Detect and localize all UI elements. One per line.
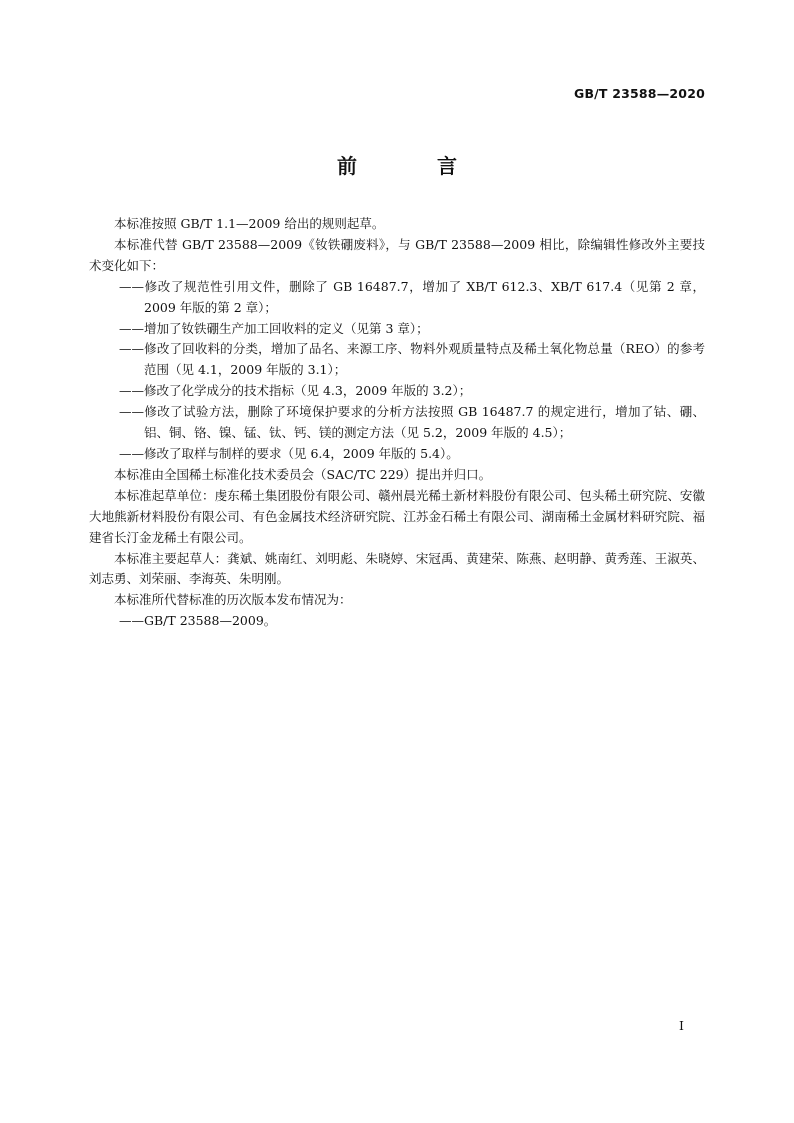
change-item: ——修改了规范性引用文件，删除了 GB 16487.7，增加了 XB/T 612.3、XB/T 617.4（见第 2 章，2009 年版的第 2 章）； xyxy=(119,278,705,315)
document-body xyxy=(89,214,705,632)
change-item: ——修改了回收料的分类，增加了品名、来源工序、物料外观质量特点及稀土氧化物总量（REO）的参考范围（见 4.1，2009 年版的 3.1）； xyxy=(119,341,705,378)
paragraph-proposer: 本标准由全国稀土标准化技术委员会（SAC/TC 229）提出并归口。 xyxy=(114,466,492,482)
paragraph-drafting-rules: 本标准按照 GB/T 1.1—2009 给出的规则起草。 xyxy=(114,216,385,231)
paragraph-replacement: 本标准代替 GB/T 23588—2009《钕铁硼废料》，与 GB/T 23588—2009 相比，除编辑性修改外主要技术变化如下： xyxy=(89,236,705,273)
paragraph-drafters: 本标准主要起草人：龚斌、姚南红、刘明彪、朱晓婷、宋冠禹、黄建荣、陈燕、赵明静、黄秀莲、王淑英、刘志勇、刘荣丽、李海英、朱明刚。 xyxy=(89,550,705,587)
change-item: ——修改了试验方法，删除了环境保护要求的分析方法按照 GB 16487.7 的规定进行，增加了钴、硼、铝、铜、铬、镍、锰、钛、钙、镁的测定方法（见 5.2，2009 年版的 4.5）； xyxy=(119,404,705,441)
change-item: ——修改了化学成分的技术指标（见 4.3，2009 年版的 3.2）； xyxy=(119,383,472,399)
paragraph-history-intro: 本标准所代替标准的历次版本发布情况为： xyxy=(114,592,352,608)
page-number: I xyxy=(679,1018,684,1033)
history-item: ——GB/T 23588—2009。 xyxy=(119,613,277,629)
page-title: 前 言 xyxy=(337,154,487,178)
paragraph-drafting-units: 本标准起草单位：虔东稀土集团股份有限公司、赣州晨光稀土新材料股份有限公司、包头稀土研究院、安徽大地熊新材料股份有限公司、有色金属技术经济研究院、江苏金石稀土有限公司、湖南稀土金属材料研究院、福建省长汀金龙稀土有限公司。 xyxy=(89,487,705,545)
change-item: ——增加了钕铁硼生产加工回收料的定义（见第 3 章）； xyxy=(119,320,429,336)
change-item: ——修改了取样与制样的要求（见 6.4，2009 年版的 5.4）。 xyxy=(119,445,459,461)
standard-code: GB/T 23588—2020 xyxy=(573,86,705,101)
